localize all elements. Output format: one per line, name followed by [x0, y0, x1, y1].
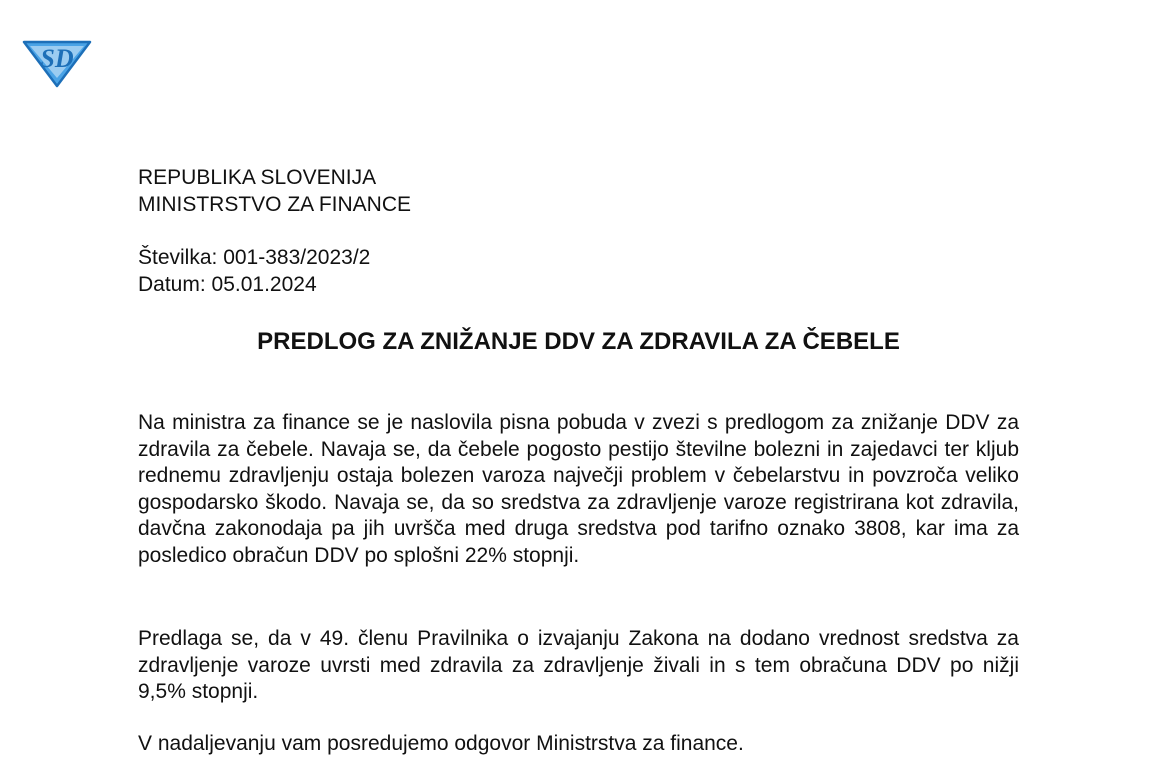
document-number: Številka: 001-383/2023/2: [138, 246, 371, 269]
paragraph-3: V nadaljevanju vam posredujemo odgovor Ministrstva za finance.: [138, 732, 744, 755]
document-title: PREDLOG ZA ZNIŽANJE DDV ZA ZDRAVILA ZA ČEBELE: [257, 328, 900, 355]
svg-text:SD: SD: [40, 44, 74, 73]
header-ministry: MINISTRSTVO ZA FINANCE: [138, 193, 412, 216]
government-logo-icon: [20, 34, 94, 90]
document-date: Datum: 05.01.2024: [138, 273, 317, 296]
paragraph-1: Na ministra za finance se je naslovila pisna pobuda v zvezi s predlogom za znižanje DDV za zdravila za čebele. Navaja se, da čebele pogosto pestijo številne bolezni in zajedavci ter kljub rednemu zdravljenju ostaja bolezen varoza največji problem v čebelarstvu in povzroča veliko gospodarsko škodo. Navaja se, da so sredstva za zdravljenje varoze registrirana kot zdravila, davčna zakonodaja pa jih uvršča med druga sredstva pod tarifno oznako 3808, kar ima za posledico obračun DDV po splošni 22% stopnji.: [138, 411, 1019, 567]
paragraph-2: Predlaga se, da v 49. členu Pravilnika o izvajanju Zakona na dodano vrednost sredstva za zdravljenje varoze uvrsti med zdravila za zdravljenje živali in s tem obračuna DDV po nižji 9,5% stopnji.: [138, 627, 1019, 703]
header-republic: REPUBLIKA SLOVENIJA: [138, 166, 377, 189]
